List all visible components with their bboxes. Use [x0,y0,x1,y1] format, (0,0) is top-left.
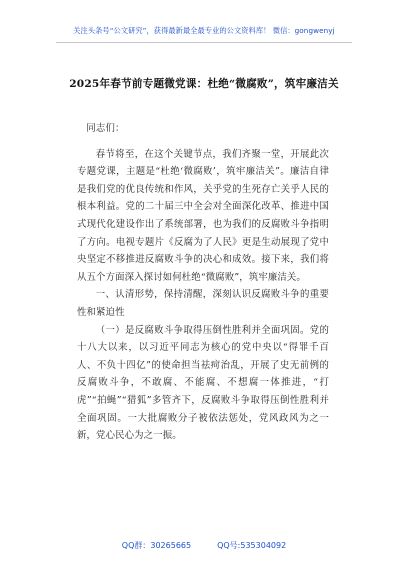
header-banner: 关注头条号“公文研究”，获得最新最全最专业的公文资料库！ 微信：gongwenyj [73,26,335,35]
subsection-paragraph: （一）是反腐败斗争取得压倒性胜利并全面巩固。党的十八大以来，以习近平同志为核心的党中央以“得罪千百人、不负十四亿”的使命担当祛疴治乱，开展了史无前例的反腐败斗争，不敢腐、不能腐、不想腐一体推进，“打虎”“拍蝇”“猎狐”多管齐下，反腐败斗争取得压倒性胜利并全面巩固。一大批腐败分子被依法惩处，党风政风为之一新，党心民心为之一振。 [77,324,329,442]
document-title: 2025年春节前专题微党课：杜绝“微腐败”，筑牢廉洁关 [69,78,339,90]
footer-contact [0,540,408,551]
header-divider [56,42,352,43]
footer-qq-group: QQ群：30265665 [121,541,192,550]
section-heading: 一、认清形势，保持清醒，深刻认识反腐败斗争的重要性和紧迫性 [77,289,329,318]
salutation: 同志们： [86,123,125,134]
footer-qq-number: QQ号:535304092 [217,541,287,550]
intro-paragraph: 春节将至，在这个关键节点，我们齐聚一堂，开展此次专题党课，主题是“杜绝‘微腐败’，筑牢廉洁关”。廉洁自律是我们党的优良传统和作风，关乎党的生死存亡关乎人民的根本利益。党的二十届三中全会对全面深化改革、推进中国式现代化建设作出了系统部署，也为我们的反腐败斗争指明了方向。电视专题片《反腐为了人民》更是生动展现了党中央坚定不移推进反腐败斗争的决心和成效。接下来，我们将从五个方面深入探讨如何杜绝“微腐败”，筑牢廉洁关。 [77,148,329,283]
document-body [77,120,329,445]
